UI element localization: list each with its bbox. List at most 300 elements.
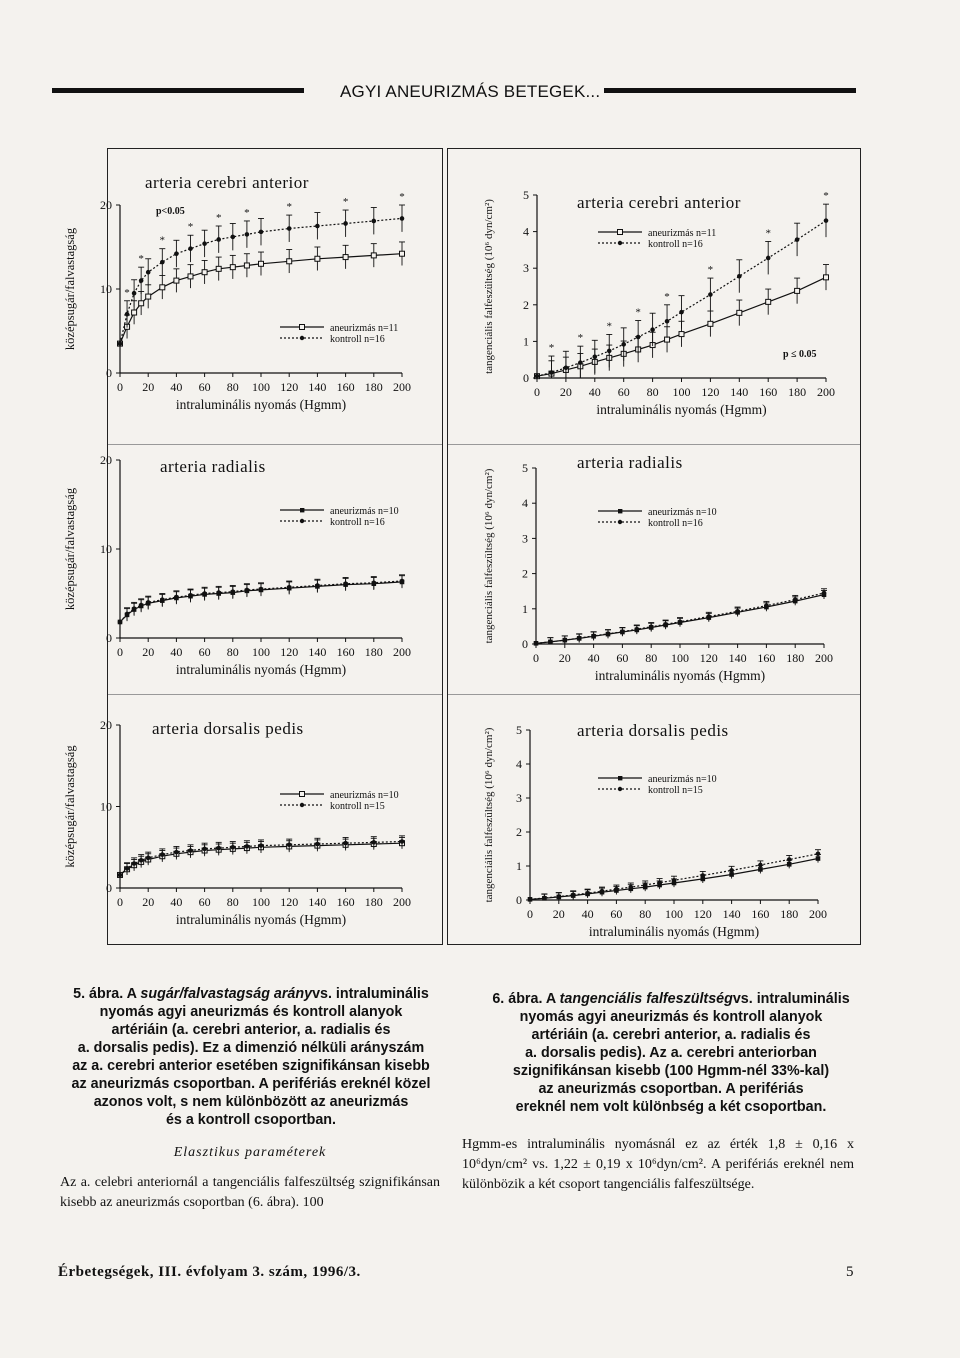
data-point [188, 848, 193, 853]
chart-title: arteria cerebri anterior [577, 193, 741, 212]
x-tick-label: 160 [336, 380, 355, 394]
data-point [231, 589, 236, 594]
chart-title: arteria radialis [160, 457, 266, 476]
data-point [287, 585, 292, 590]
x-tick-label: 120 [280, 895, 299, 909]
legend-label: aneurizmás n=10 [330, 790, 399, 801]
caption-text: szignifikánsan kisebb (100 Hgmm-nél 33%-kal) [512, 1063, 830, 1079]
data-point [125, 866, 130, 871]
data-point [621, 342, 626, 347]
y-tick-label: 20 [100, 198, 112, 212]
legend-marker [618, 509, 622, 513]
data-point [146, 270, 151, 275]
legend-label: aneurizmás n=10 [648, 507, 717, 518]
data-point [585, 891, 590, 896]
x-tick-label: 120 [699, 651, 718, 665]
data-point [174, 850, 179, 855]
x-tick-label: 180 [786, 651, 805, 665]
significance-star: * [342, 196, 349, 209]
x-tick-label: 200 [817, 385, 835, 399]
chart-ratio-dorsalis-pedis [60, 712, 440, 942]
data-point [202, 270, 207, 275]
x-axis-label: intraluminális nyomás (Hgmm) [175, 662, 347, 677]
x-tick-label: 200 [809, 907, 827, 921]
x-tick-label: 180 [364, 380, 383, 394]
significance-star: * [823, 190, 829, 203]
data-point [620, 629, 625, 634]
legend-label: kontroll n=15 [330, 801, 385, 812]
legend-marker [618, 230, 623, 235]
y-tick-label: 20 [100, 718, 112, 732]
data-point [737, 310, 742, 315]
x-axis-label: intraluminális nyomás (Hgmm) [594, 668, 766, 683]
data-point [822, 591, 827, 596]
data-point [343, 841, 348, 846]
x-tick-label: 20 [142, 380, 155, 394]
y-axis-label: középsugár/falvastagság [63, 227, 77, 351]
legend-label: kontroll n=15 [648, 785, 703, 796]
data-point [132, 310, 137, 315]
data-point [188, 274, 193, 279]
x-tick-label: 0 [527, 907, 533, 921]
x-tick-label: 140 [730, 385, 749, 399]
data-point [548, 640, 553, 645]
data-point [557, 894, 562, 899]
data-point [125, 612, 130, 617]
x-tick-label: 80 [639, 907, 652, 921]
legend-marker [300, 803, 304, 807]
data-point [528, 897, 533, 902]
significance-star: * [548, 342, 555, 355]
legend-label: aneurizmás n=10 [648, 774, 717, 785]
data-point [371, 253, 376, 258]
data-point [708, 292, 713, 297]
page-number: 5 [846, 1264, 854, 1280]
x-tick-label: 160 [757, 651, 776, 665]
x-tick-label: 120 [280, 380, 299, 394]
caption-text: nyomás agyi aneurizmás és kontroll alanyok [519, 1009, 823, 1025]
section-heading: Elasztikus paraméterek [173, 1145, 327, 1160]
data-point [657, 880, 662, 885]
y-tick-label: 0 [106, 366, 112, 380]
x-tick-label: 180 [364, 895, 383, 909]
y-tick-label: 0 [523, 371, 529, 385]
data-point [188, 593, 193, 598]
y-axis-label: tangenciális falfeszültség (10⁶ dyn/cm²) [483, 727, 495, 903]
data-point [563, 638, 568, 643]
caption-text: az aneurizmás csoportban. A perifériás [538, 1081, 804, 1097]
x-tick-label: 80 [645, 651, 658, 665]
journal-footer: Érbetegségek, III. évfolyam 3. szám, 1996/3. [58, 1264, 361, 1280]
y-tick-label: 2 [522, 566, 528, 581]
x-tick-label: 60 [616, 651, 629, 665]
y-tick-label: 0 [106, 881, 112, 895]
x-tick-label: 200 [393, 645, 411, 659]
y-tick-label: 1 [516, 859, 522, 873]
data-point [132, 606, 137, 611]
x-tick-label: 140 [728, 651, 747, 665]
data-point [824, 218, 829, 223]
figure-divider [448, 444, 860, 445]
x-tick-label: 100 [671, 651, 689, 665]
data-point [230, 265, 235, 270]
data-point [216, 237, 221, 242]
x-tick-label: 40 [170, 895, 183, 909]
x-tick-label: 80 [226, 645, 239, 659]
data-point [534, 641, 539, 646]
x-axis-label: intraluminális nyomás (Hgmm) [175, 912, 347, 927]
caption-prefix: 5. ábra. A [73, 986, 141, 1002]
x-tick-label: 60 [198, 380, 211, 394]
legend-label: kontroll n=16 [648, 239, 703, 250]
data-point [600, 889, 605, 894]
y-tick-label: 0 [522, 637, 528, 651]
caption-italic: tangenciális falfeszültség [559, 991, 733, 1007]
data-point [400, 579, 405, 584]
legend-marker [300, 325, 305, 330]
data-point [315, 842, 320, 847]
header-rule-right [604, 88, 856, 93]
x-tick-label: 60 [610, 907, 623, 921]
data-point [160, 852, 165, 857]
legend-marker [618, 520, 622, 524]
chart-title: arteria dorsalis pedis [152, 719, 304, 738]
chart-title: arteria dorsalis pedis [577, 721, 729, 740]
data-point [636, 335, 641, 340]
caption-text: ereknél nem volt különbség a két csoportban. [515, 1099, 827, 1115]
chart-stress-cerebri-anterior [480, 160, 860, 430]
y-axis-label: tangenciális falfeszültség (10⁶ dyn/cm²) [483, 468, 495, 644]
data-point [564, 365, 569, 370]
y-tick-label: 2 [523, 297, 529, 312]
x-tick-label: 100 [672, 385, 691, 399]
data-point [678, 620, 683, 625]
data-point [766, 299, 771, 304]
chart-ratio-cerebri-anterior [60, 160, 440, 420]
legend-marker [300, 792, 305, 797]
x-tick-label: 60 [198, 895, 211, 909]
data-point [139, 301, 144, 306]
caption-text: azonos volt, s nem különbözött az aneurizmás [93, 1094, 409, 1110]
x-tick-label: 200 [393, 380, 411, 394]
data-point [245, 844, 250, 849]
chart-title: arteria radialis [577, 453, 683, 472]
x-tick-label: 160 [336, 645, 355, 659]
x-tick-label: 140 [308, 645, 327, 659]
x-tick-label: 140 [308, 380, 327, 394]
y-tick-label: 4 [516, 757, 522, 771]
data-point [315, 256, 320, 261]
x-tick-label: 0 [117, 380, 123, 394]
x-tick-label: 140 [308, 895, 327, 909]
data-point [643, 883, 648, 888]
significance-star: * [765, 227, 771, 240]
data-point [202, 847, 207, 852]
left-paragraph: Az a. celebri anteriornál a tangenciális falfeszültség szignifikánsan kisebb az aneurizmás csoportban (6. ábra). 100 [60, 1175, 440, 1210]
data-point [315, 224, 320, 229]
figure-divider [448, 694, 860, 695]
data-point [245, 588, 250, 593]
data-point [216, 590, 221, 595]
data-point [542, 896, 547, 901]
data-point [202, 591, 207, 596]
data-point [139, 278, 144, 283]
data-point [118, 341, 123, 346]
x-axis-label: intraluminális nyomás (Hgmm) [175, 397, 347, 412]
chart-stress-radialis [480, 448, 860, 688]
significance-star: * [124, 286, 130, 299]
data-point [571, 893, 576, 898]
data-point [663, 622, 668, 627]
data-point [259, 587, 264, 592]
data-point [400, 251, 405, 256]
legend-label: aneurizmás n=11 [648, 228, 717, 239]
y-tick-label: 10 [100, 282, 112, 296]
data-point [231, 845, 236, 850]
y-tick-label: 10 [100, 799, 112, 814]
significance-star: * [215, 212, 222, 224]
caption-italic: sugár/falvastagság arány [140, 986, 313, 1002]
data-point [125, 312, 130, 317]
y-axis-label: tangenciális falfeszültség (10⁶ dyn/cm²) [483, 199, 495, 374]
data-point [216, 266, 221, 271]
x-tick-label: 120 [693, 907, 712, 921]
data-point [202, 241, 207, 246]
data-point [764, 603, 769, 608]
data-point [372, 581, 377, 586]
y-tick-label: 4 [523, 224, 529, 239]
x-tick-label: 200 [815, 651, 833, 665]
significance-star: * [664, 290, 670, 303]
data-point [795, 288, 800, 293]
data-point [729, 868, 734, 873]
y-tick-label: 10 [100, 542, 112, 556]
x-tick-label: 80 [646, 385, 659, 399]
data-point [701, 873, 706, 878]
significance-star: * [635, 306, 641, 319]
data-point [259, 261, 264, 266]
data-point [400, 216, 405, 221]
significance-star: * [187, 221, 194, 234]
caption-text: a. dorsalis pedis). Ez a dimenzió nélküli arányszám [77, 1040, 425, 1056]
significance-star: * [138, 253, 144, 266]
data-point [737, 274, 742, 279]
figure-6-caption [456, 990, 886, 1116]
data-point [287, 843, 292, 848]
x-tick-label: 0 [117, 645, 123, 659]
data-point [535, 374, 540, 379]
x-tick-label: 100 [252, 895, 270, 909]
caption-text: és a kontroll csoportban. [165, 1112, 336, 1128]
x-tick-label: 40 [170, 645, 183, 659]
chart-ratio-radialis [60, 448, 440, 678]
y-tick-label: 4 [522, 496, 528, 511]
caption-text: az a. cerebri anterior esetében szignifikánsan kisebb [72, 1058, 430, 1074]
data-point [635, 627, 640, 632]
figure-divider [108, 444, 442, 445]
x-tick-label: 20 [558, 651, 571, 665]
significance-star: * [577, 332, 584, 345]
page-header [0, 78, 960, 108]
legend-label: kontroll n=16 [330, 517, 385, 528]
x-tick-label: 200 [393, 895, 411, 909]
y-axis-label: középsugár/falvastagság [63, 487, 77, 611]
data-point [245, 232, 250, 237]
data-point [174, 278, 179, 283]
data-point [824, 275, 829, 280]
running-title: AGYI ANEURIZMÁS BETEGEK... [340, 82, 601, 101]
data-point [665, 319, 670, 324]
data-point [758, 863, 763, 868]
data-point [672, 878, 677, 883]
y-tick-label: 1 [522, 601, 528, 616]
data-point [793, 597, 798, 602]
y-tick-label: 0 [106, 631, 112, 645]
legend-marker [618, 776, 622, 780]
significance-star: * [244, 206, 250, 219]
p-value-annotation: p ≤ 0.05 [783, 349, 817, 360]
x-tick-label: 180 [780, 907, 799, 921]
x-axis-label: intraluminális nyomás (Hgmm) [596, 402, 767, 417]
data-point [679, 332, 684, 337]
data-point [259, 843, 264, 848]
caption-text: az aneurizmás csoportban. A perifériás ereknél közel [71, 1076, 431, 1092]
figure-5-caption [42, 985, 460, 1129]
data-point [188, 246, 193, 251]
data-point [118, 620, 123, 625]
data-point [231, 235, 236, 240]
header-rule-left [52, 88, 304, 93]
data-point [174, 595, 179, 600]
data-point [160, 285, 165, 290]
data-point [578, 360, 583, 365]
data-point [372, 219, 377, 224]
significance-star: * [606, 320, 612, 333]
data-point [118, 873, 123, 878]
right-paragraph: Hgmm-es intraluminális nyomásnál ez az érték 1,8 ± 0,16 x 10⁶dyn/cm² vs. 1,22 ± 0,19 x 10⁶dyn/cm². A perifériás ereknél nem különbözik a két csoport tangenciális falfeszültsége. [462, 1137, 854, 1192]
x-tick-label: 100 [252, 380, 270, 394]
data-point [244, 263, 249, 268]
chart-stress-dorsalis-pedis [480, 712, 860, 952]
legend-label: aneurizmás n=11 [330, 323, 399, 334]
data-point [650, 327, 655, 332]
data-point [591, 634, 596, 639]
caption-text: vs. intraluminális [732, 991, 850, 1007]
data-point [629, 885, 634, 890]
data-point [139, 858, 144, 863]
x-tick-label: 60 [617, 385, 630, 399]
caption-text: artériáin (a. cerebri anterior, a. radialis és [531, 1027, 811, 1043]
figure-divider [108, 694, 442, 695]
x-tick-label: 40 [588, 385, 601, 399]
y-tick-label: 1 [523, 334, 529, 349]
data-point [146, 600, 151, 605]
x-tick-label: 20 [559, 385, 572, 399]
data-point [315, 583, 320, 588]
x-tick-label: 40 [587, 651, 600, 665]
y-tick-label: 5 [523, 188, 529, 202]
legend-marker [300, 508, 304, 512]
x-tick-label: 0 [117, 895, 123, 909]
data-point [287, 226, 292, 231]
legend-marker [300, 519, 304, 523]
y-tick-label: 0 [516, 893, 522, 907]
data-point [400, 839, 405, 844]
x-tick-label: 0 [533, 651, 539, 665]
significance-star: * [707, 264, 714, 277]
data-point [787, 857, 792, 862]
legend-marker [618, 241, 622, 245]
x-tick-label: 120 [280, 645, 299, 659]
data-point [259, 230, 264, 235]
data-point [132, 291, 137, 296]
x-tick-label: 160 [759, 385, 778, 399]
data-point [132, 861, 137, 866]
caption-text: artériáin (a. cerebri anterior, a. radialis és [111, 1022, 391, 1038]
data-point [343, 221, 348, 226]
y-tick-label: 5 [522, 461, 528, 475]
data-point [146, 294, 151, 299]
y-tick-label: 3 [516, 791, 522, 805]
x-tick-label: 100 [665, 907, 683, 921]
y-tick-label: 3 [522, 531, 528, 546]
data-point [679, 310, 684, 315]
data-point [735, 609, 740, 614]
caption-text: vs. intraluminális [312, 986, 429, 1002]
caption-prefix: 6. ábra. A [492, 991, 560, 1007]
x-tick-label: 100 [252, 645, 270, 659]
x-tick-label: 20 [142, 645, 155, 659]
x-tick-label: 40 [581, 907, 594, 921]
legend-label: aneurizmás n=10 [330, 506, 399, 517]
data-point [146, 856, 151, 861]
y-tick-label: 20 [100, 453, 112, 467]
y-tick-label: 2 [516, 825, 522, 839]
significance-star: * [159, 234, 166, 247]
y-tick-label: 3 [523, 261, 529, 276]
data-point [665, 337, 670, 342]
x-tick-label: 80 [226, 380, 239, 394]
data-point [816, 851, 821, 856]
legend-label: kontroll n=16 [330, 334, 385, 345]
caption-text: nyomás agyi aneurizmás és kontroll alanyok [99, 1004, 403, 1020]
legend-marker [300, 336, 304, 340]
data-point [577, 636, 582, 641]
data-point [766, 256, 771, 261]
x-tick-label: 180 [788, 385, 807, 399]
data-point [707, 614, 712, 619]
data-point [160, 260, 165, 265]
data-point [549, 370, 554, 375]
data-point [343, 581, 348, 586]
data-point [139, 603, 144, 608]
data-point [607, 349, 612, 354]
p-value-annotation: p<0.05 [156, 206, 185, 217]
data-point [795, 237, 800, 242]
data-point [614, 887, 619, 892]
caption-text: a. dorsalis pedis). Az a. cerebri anteriorban [525, 1045, 817, 1061]
data-point [216, 846, 221, 851]
significance-star: * [286, 201, 292, 214]
chart-title: arteria cerebri anterior [145, 173, 309, 192]
x-tick-label: 20 [142, 895, 155, 909]
x-tick-label: 80 [226, 895, 239, 909]
significance-star: * [399, 191, 405, 203]
x-axis-label: intraluminális nyomás (Hgmm) [588, 924, 760, 939]
data-point [708, 321, 713, 326]
data-point [174, 251, 179, 256]
x-tick-label: 140 [722, 907, 741, 921]
